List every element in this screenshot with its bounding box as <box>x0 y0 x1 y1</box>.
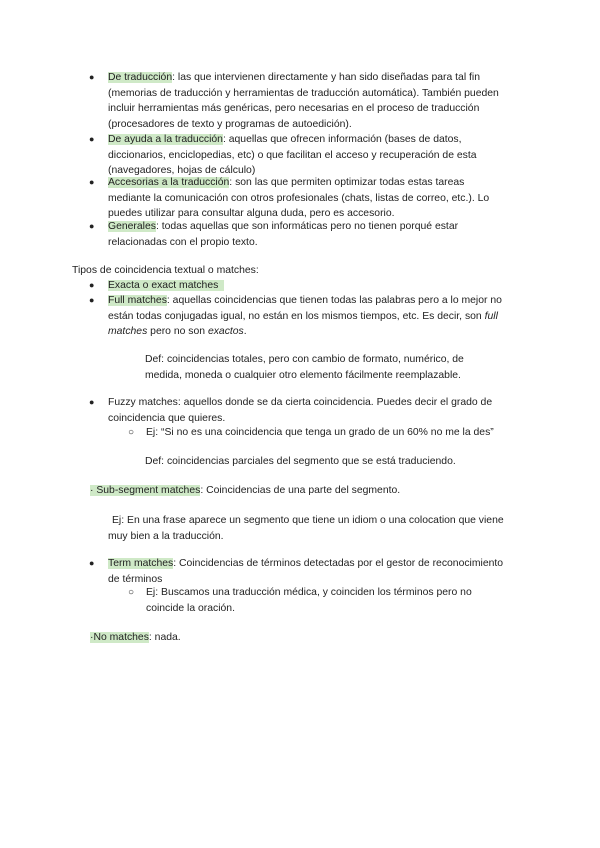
no-matches-text: : nada. <box>148 632 181 643</box>
circle-bullet-icon: ○ <box>128 427 135 438</box>
bullet-icon: ● <box>89 280 95 290</box>
list-item-full <box>89 293 508 340</box>
list-item-traduccion <box>89 70 508 132</box>
list-item-generales <box>89 219 508 250</box>
term-highlight: Exacta o exact matches <box>108 280 224 291</box>
term-highlight: ·No matches <box>90 632 149 643</box>
example-text: Ej: Buscamos una traducción médica, y coinciden los términos pero no coincide la oración. <box>146 587 472 614</box>
bullet-icon: ● <box>89 295 95 305</box>
no-matches-line <box>90 630 181 646</box>
list-item-text: : las que intervienen directamente y han sido diseñadas para tal fin (memorias de traducción y herramientas de traducción automática). También pueden incluir herramientas más genéricas, pero necesarias en el proceso de traducción (procesadores de texto y programas de autoedición). <box>108 72 499 130</box>
subsegment-text: : Coincidencias de una parte del segmento. <box>200 485 401 496</box>
bullet-icon: ● <box>89 177 95 187</box>
term-highlight: De ayuda a la traducción <box>108 134 223 145</box>
list-item-exact <box>89 278 508 294</box>
italic-term: full matches <box>108 310 498 337</box>
term-highlight: · Sub-segment matches <box>90 485 201 496</box>
matches-heading: Tipos de coincidencia textual o matches: <box>72 265 259 276</box>
list-item-text: . <box>243 326 247 337</box>
term-highlight: Full matches <box>108 295 167 306</box>
full-definition: Def: coincidencias totales, pero con cambio de formato, numérico, de medida, moneda o cualquier otro elemento fácilmente reemplazable. <box>145 354 464 381</box>
list-item-text: : todas aquellas que son informáticas pero no tienen porqué estar relacionadas con el propio texto. <box>108 221 459 248</box>
fuzzy-definition: Def: coincidencias parciales del segmento que se está traduciendo. <box>145 456 456 467</box>
term-highlight: De traducción <box>108 72 173 83</box>
list-item-accesorias <box>89 175 508 222</box>
italic-term: exactos <box>207 326 244 337</box>
list-item-text: : son las que permiten optimizar todas estas tareas mediante la comunicación con otros profesionales (chats, listas de correo, etc.). Lo puedes utilizar para consultar alguna duda, pero es accesorio. <box>108 177 490 219</box>
term-highlight: Term matches <box>108 558 174 569</box>
term-highlight: Accesorias a la traducción <box>108 177 230 188</box>
bullet-icon: ● <box>89 72 95 82</box>
fuzzy-example <box>128 425 506 441</box>
list-item-term-matches <box>89 556 508 587</box>
bullet-icon: ● <box>89 558 95 568</box>
subsegment-line <box>90 483 400 499</box>
bullet-icon: ● <box>89 397 95 407</box>
list-item-text: pero no son <box>147 326 208 337</box>
term-example <box>128 585 506 616</box>
subsegment-example: Ej: En una frase aparece un segmento que tiene un idiom o una colocation que viene muy bien a la traducción. <box>108 515 504 542</box>
circle-bullet-icon: ○ <box>128 587 135 598</box>
list-item-fuzzy <box>89 395 508 426</box>
term-highlight: Generales <box>108 221 156 232</box>
example-text: Ej: “Si no es una coincidencia que tenga un grado de un 60% no me la des” <box>146 427 494 438</box>
list-item-text: : aquellas coincidencias que tienen todas las palabras pero a lo mejor no están todas conjugadas igual, no están en los mismos tiempos, etc. Es decir, son <box>108 295 502 322</box>
bullet-icon: ● <box>89 221 95 231</box>
list-item-text: Fuzzy matches: aquellos donde se da cierta coincidencia. Puedes decir el grado de coincidencia que quieres. <box>108 397 493 424</box>
list-item-text: : Coincidencias de términos detectadas por el gestor de reconocimiento de términos <box>108 558 504 585</box>
list-item-ayuda <box>89 132 508 179</box>
list-item-text: : aquellas que ofrecen información (bases de datos, diccionarios, enciclopedias, etc) o que facilitan el acceso y recuperación de esta (navegadores, hojas de cálculo) <box>108 134 477 176</box>
bullet-icon: ● <box>89 134 95 144</box>
